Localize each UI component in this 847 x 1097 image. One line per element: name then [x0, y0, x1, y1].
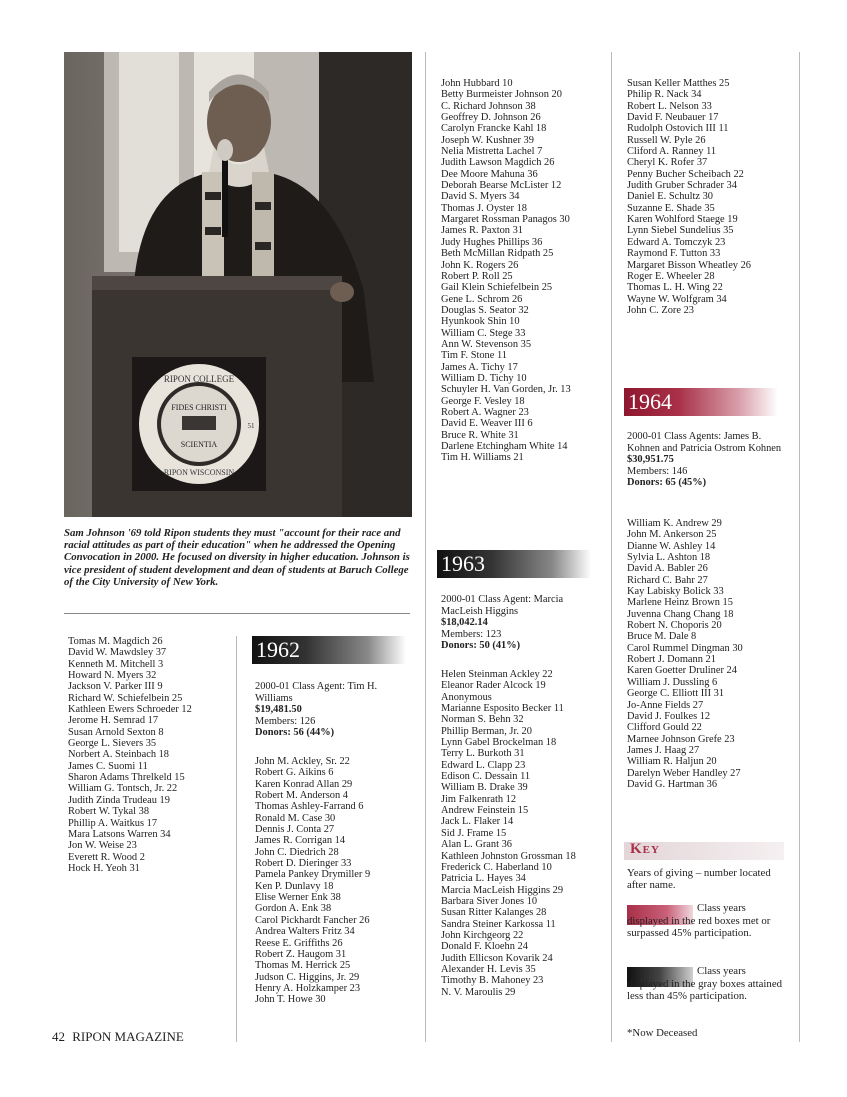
list-item: Penny Bucher Scheibach 22: [627, 168, 744, 180]
amount-raised: $19,481.50: [255, 704, 302, 716]
list-item: John M. Ankerson 25: [627, 529, 717, 541]
convocation-photo: [64, 52, 412, 517]
list-item: Sid J. Frame 15: [441, 827, 507, 839]
seal-arc-bottom: RIPON WISCONSIN: [163, 468, 235, 477]
list-item: Kay Labisky Bolick 33: [627, 586, 724, 598]
class-1964-summary: [627, 431, 792, 489]
list-item: William R. Haljun 20: [627, 756, 717, 768]
list-item: Thomas Ashley-Farrand 6: [255, 801, 364, 813]
list-item: Everett R. Wood 2: [68, 851, 145, 863]
column-rule-1: [236, 636, 237, 1042]
list-item: Helen Steinman Ackley 22: [441, 669, 553, 680]
list-item: Hock H. Yeoh 31: [68, 862, 140, 874]
list-item: Robert G. Aikins 6: [255, 767, 334, 779]
list-item: George L. Sievers 35: [68, 738, 157, 750]
list-item: David J. Foulkes 12: [627, 710, 711, 722]
list-item: Ronald M. Case 30: [255, 812, 336, 824]
list-item: Anonymous: [441, 691, 492, 703]
list-item: Geoffrey D. Johnson 26: [441, 112, 541, 124]
list-item: David W. Mawdsley 37: [68, 647, 167, 659]
list-item: Ken P. Dunlavy 18: [255, 880, 334, 892]
list-item: Karen Konrad Allan 29: [255, 778, 353, 790]
list-item: Cheryl K. Rofer 37: [627, 157, 708, 169]
list-item: Thomas J. Oyster 18: [441, 202, 528, 214]
list-item: Edward A. Tomczyk 23: [627, 236, 726, 248]
list-item: Marnee Johnson Grefe 23: [627, 733, 735, 745]
list-item: William C. Stege 33: [441, 327, 526, 339]
seal-year: 51: [247, 422, 255, 430]
class-1962-continued-list: [441, 78, 571, 464]
list-item: Dee Moore Mahuna 36: [441, 168, 538, 180]
year-header-1962: 1962: [252, 636, 406, 664]
members-count: Members: 126: [255, 715, 316, 727]
list-item: Jerome H. Semrad 17: [68, 715, 159, 727]
list-item: Karen Wohlford Staege 19: [627, 214, 738, 226]
seal-arc-top: RIPON COLLEGE: [163, 374, 235, 384]
list-item: Daniel E. Schultz 30: [627, 191, 713, 203]
list-item: Richard W. Schiefelbein 25: [68, 692, 183, 704]
list-item: Tim F. Stone 11: [441, 350, 507, 362]
list-item: Tim H. Williams 21: [441, 452, 524, 464]
list-item: Robert J. Domann 21: [627, 654, 716, 666]
list-item: Cliford A. Ranney 11: [627, 146, 717, 158]
key-red-text: Class years displayed in the red boxes met or surpassed 45% participation.: [627, 902, 771, 940]
key-years-of-giving: Years of giving – number located after name.: [627, 867, 771, 892]
list-item: Roger E. Wheeler 28: [627, 270, 715, 282]
list-item: Judith Lawson Magdich 26: [441, 157, 555, 169]
key-title: Key: [630, 841, 660, 857]
class-agent: 2000-01 Class Agents: James B. Kohnen and Patricia Ostrom Kohnen: [627, 431, 782, 454]
list-item: Lynn Siebel Sundelius 35: [627, 225, 734, 237]
list-item: Sylvia L. Ashton 18: [627, 552, 711, 564]
list-item: David E. Weaver III 6: [441, 418, 533, 430]
list-item: David A. Babler 26: [627, 563, 708, 575]
list-item: David F. Neubauer 17: [627, 112, 719, 124]
list-item: Andrea Walters Fritz 34: [255, 926, 355, 938]
list-item: Russell W. Pyle 26: [627, 134, 706, 146]
list-item: Alexander H. Levis 35: [441, 963, 536, 975]
list-item: Joseph W. Kushner 39: [441, 134, 534, 146]
list-item: Dennis J. Conta 27: [255, 824, 335, 836]
list-item: Jackson V. Parker III 9: [68, 681, 163, 693]
amount-raised: $18,042.14: [441, 617, 488, 629]
column-rule-3: [611, 52, 612, 1042]
list-item: Judith Zinda Trudeau 19: [68, 794, 170, 806]
list-item: Eleanor Rader Alcock 19: [441, 680, 546, 692]
key-deceased: *Now Deceased: [627, 1027, 698, 1039]
list-item: Wayne W. Wolfgram 34: [627, 293, 727, 305]
list-item: Dianne W. Ashley 14: [627, 540, 716, 552]
class-1962-list: [255, 756, 370, 1006]
list-item: Sandra Steiner Karkossa 11: [441, 918, 556, 930]
list-item: Carolyn Francke Kahl 18: [441, 123, 547, 135]
seal-center-bottom: SCIENTIA: [180, 440, 218, 449]
list-item: Carol Rummel Dingman 30: [627, 642, 743, 654]
list-item: Howard N. Myers 32: [68, 670, 157, 682]
list-item: Gordon A. Enk 38: [255, 903, 332, 915]
list-item: Richard C. Bahr 27: [627, 574, 708, 586]
list-item: Margaret Rossman Panagos 30: [441, 214, 570, 226]
list-item: William G. Tontsch, Jr. 22: [68, 783, 178, 795]
list-item: George C. Elliott III 31: [627, 688, 725, 700]
list-item: James J. Haag 27: [627, 744, 700, 756]
magazine-name: RIPON MAGAZINE: [72, 1029, 184, 1044]
list-item: John C. Zore 23: [627, 304, 694, 316]
list-item: Rudolph Ostovich III 11: [627, 123, 729, 135]
list-item: Darelyn Weber Handley 27: [627, 767, 741, 779]
donors-count: Donors: 50 (41%): [441, 640, 521, 652]
list-item: Jim Falkenrath 12: [441, 793, 517, 805]
class-1963-continued-list: [627, 78, 751, 316]
list-item: John K. Rogers 26: [441, 259, 519, 271]
list-item: Nelia Mistretta Lachel 7: [441, 146, 543, 158]
list-item: Elise Werner Enk 38: [255, 892, 341, 904]
list-item: Robert W. Tykal 38: [68, 806, 150, 818]
list-item: Philip R. Nack 34: [627, 89, 702, 101]
list-item: Robert A. Wagner 23: [441, 406, 529, 418]
list-item: Juvenna Chang Chang 18: [627, 608, 734, 620]
list-item: Sharon Adams Threlkeld 15: [68, 772, 185, 784]
list-item: Andrew Feinstein 15: [441, 805, 529, 817]
list-item: Donald F. Kloehn 24: [441, 941, 528, 953]
list-item: Judith Gruber Schrader 34: [627, 180, 737, 192]
list-item: Carol Pickhardt Fancher 26: [255, 914, 370, 926]
list-item: Frederick C. Haberland 10: [441, 861, 552, 873]
list-item: Kathleen Johnston Grossman 18: [441, 850, 576, 862]
list-item: John C. Diedrich 28: [255, 846, 339, 858]
list-item: Edison C. Dessain 11: [441, 771, 531, 783]
list-item: Kenneth M. Mitchell 3: [68, 658, 164, 670]
list-item: Robert N. Choporis 20: [627, 620, 722, 632]
list-item: Ann W. Stevenson 35: [441, 338, 532, 350]
list-item: James R. Corrigan 14: [255, 835, 346, 847]
list-item: Schuyler H. Van Gorden, Jr. 13: [441, 384, 571, 396]
list-item: Edward L. Clapp 23: [441, 759, 526, 771]
list-item: Thomas L. H. Wing 22: [627, 282, 723, 294]
list-item: Robert L. Nelson 33: [627, 100, 712, 112]
list-item: Jack L. Flaker 14: [441, 816, 514, 828]
list-item: Bruce M. Dale 8: [627, 631, 697, 643]
list-item: Jo-Anne Fields 27: [627, 699, 704, 711]
list-item: Judy Hughes Phillips 36: [441, 236, 543, 248]
key-gray-text: Class years displayed in the gray boxes attained less than 45% participation.: [627, 965, 783, 1003]
year-header-1963: 1963: [437, 550, 591, 578]
footer: [52, 1029, 184, 1045]
list-item: Gene L. Schrom 26: [441, 293, 523, 305]
list-item: Reese E. Griffiths 26: [255, 937, 343, 949]
list-item: Marianne Esposito Becker 11: [441, 703, 564, 715]
list-item: C. Richard Johnson 38: [441, 100, 536, 112]
list-item: Tomas M. Magdich 26: [68, 636, 163, 647]
list-item: Margaret Bisson Wheatley 26: [627, 259, 751, 271]
page-number: 42: [52, 1029, 65, 1044]
class-1962-summary: [255, 681, 415, 739]
class-1963-summary: [441, 594, 601, 652]
list-item: Mara Latsons Warren 34: [68, 828, 171, 840]
list-item: Robert P. Roll 25: [441, 270, 513, 282]
list-item: Susan Keller Matthes 25: [627, 78, 730, 89]
list-item: Robert D. Dieringer 33: [255, 858, 352, 870]
list-item: Norman S. Behn 32: [441, 714, 524, 726]
list-item: Henry A. Holzkamper 23: [255, 982, 361, 994]
list-item: Thomas M. Herrick 25: [255, 960, 351, 972]
list-item: Patricia L. Hayes 34: [441, 873, 526, 885]
list-item: Gail Klein Schiefelbein 25: [441, 282, 553, 294]
list-item: George F. Vesley 18: [441, 395, 525, 407]
list-item: James C. Suomi 11: [68, 760, 148, 772]
list-item: Darlene Etchingham White 14: [441, 441, 568, 452]
list-item: Lynn Gabel Brockelman 18: [441, 737, 557, 749]
list-item: Raymond F. Tutton 33: [627, 248, 721, 260]
amount-raised: $30,951.75: [627, 454, 674, 466]
list-item: Judith Ellicson Kovarik 24: [441, 952, 553, 964]
list-item: David G. Hartman 36: [627, 778, 718, 790]
list-item: Hyunkook Shin 10: [441, 316, 520, 328]
column-rule-2: [425, 52, 426, 1042]
list-item: N. V. Maroulis 29: [441, 986, 516, 998]
list-item: Betty Burmeister Johnson 20: [441, 89, 562, 101]
list-item: Beth McMillan Ridpath 25: [441, 248, 554, 260]
list-item: Clifford Gould 22: [627, 722, 702, 734]
list-item: Kathleen Ewers Schroeder 12: [68, 704, 192, 716]
list-item: Pamela Pankey Drymiller 9: [255, 869, 371, 881]
list-item: Phillip Berman, Jr. 20: [441, 725, 532, 737]
class-agent: 2000-01 Class Agent: Tim H. Williams: [255, 681, 378, 704]
donors-count: Donors: 56 (44%): [255, 727, 335, 739]
list-item: Karen Goetter Druliner 24: [627, 665, 737, 677]
list-item: Judson C. Higgins, Jr. 29: [255, 971, 360, 983]
class-1963-list: [441, 669, 576, 998]
list-item: Robert M. Anderson 4: [255, 790, 348, 802]
list-item: John Hubbard 10: [441, 78, 513, 89]
list-item: Deborah Bearse McLister 12: [441, 180, 562, 192]
list-item: Norbert A. Steinbach 18: [68, 749, 169, 761]
list-item: Susan Arnold Sexton 8: [68, 726, 164, 738]
seal-center-top: FIDES CHRISTI: [171, 403, 227, 412]
caption-rule: [64, 613, 410, 614]
class-1964-list: [627, 518, 743, 790]
list-item: Marlene Heinz Brown 15: [627, 597, 733, 609]
list-item: John Kirchgeorg 22: [441, 929, 524, 941]
class-1961-continued-list: [68, 636, 192, 874]
list-item: John T. Howe 30: [255, 994, 326, 1006]
class-agent: 2000-01 Class Agent: Marcia MacLeish Higgins: [441, 594, 564, 617]
list-item: Alan L. Grant 36: [441, 839, 512, 851]
list-item: Douglas S. Seator 32: [441, 304, 529, 316]
year-header-1964: 1964: [624, 388, 778, 416]
list-item: Phillip A. Waitkus 17: [68, 817, 158, 829]
list-item: William J. Dussling 6: [627, 676, 718, 688]
list-item: William D. Tichy 10: [441, 372, 527, 384]
list-item: William K. Andrew 29: [627, 518, 722, 529]
list-item: Bruce R. White 31: [441, 429, 519, 441]
list-item: Marcia MacLeish Higgins 29: [441, 884, 564, 896]
list-item: Susan Ritter Kalanges 28: [441, 907, 547, 919]
list-item: Terry L. Burkoth 31: [441, 748, 525, 760]
members-count: Members: 123: [441, 628, 502, 640]
members-count: Members: 146: [627, 465, 688, 477]
list-item: Jon W. Weise 23: [68, 840, 137, 852]
list-item: Suzanne E. Shade 35: [627, 202, 715, 214]
list-item: James R. Paxton 31: [441, 225, 523, 237]
donors-count: Donors: 65 (45%): [627, 477, 707, 489]
list-item: Robert Z. Haugom 31: [255, 948, 347, 960]
list-item: James A. Tichy 17: [441, 361, 518, 373]
column-rule-4: [799, 52, 800, 1042]
list-item: Timothy B. Mahoney 23: [441, 975, 544, 987]
list-item: Barbara Siver Jones 10: [441, 895, 538, 907]
photo-caption: Sam Johnson '69 told Ripon students they must "account for their race and racial attitudes as part of their education" when he addressed the Opening Convocation in 2000. He focused on diversity in higher education. Johnson is vice president of student development and dean of students at Baruch College of the City University of New York.: [64, 527, 410, 588]
list-item: William B. Drake 39: [441, 782, 528, 794]
list-item: David S. Myers 34: [441, 191, 520, 203]
list-item: John M. Ackley, Sr. 22: [255, 756, 350, 767]
